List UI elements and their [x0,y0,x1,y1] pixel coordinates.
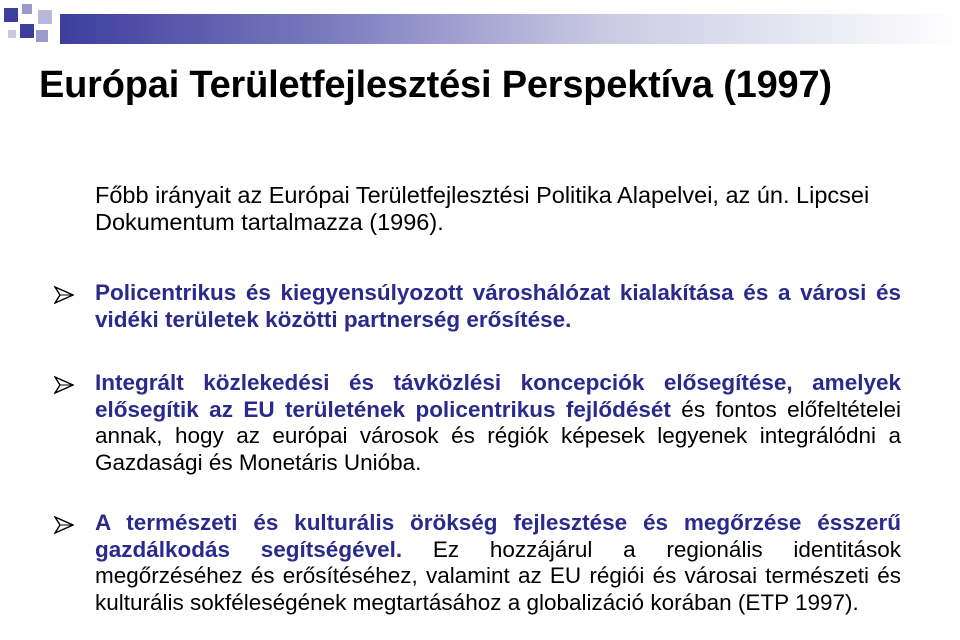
arrow-bullet-icon [54,516,74,534]
deco-square [4,8,18,22]
bullet-1-highlight: Policentrikus és kiegyensúlyozott városhálózat kialakítása és a városi és vidéki területek közötti partnerség erősítése. [95,280,901,332]
deco-gradient-bar [60,14,960,44]
bullet-item-1 [95,280,901,333]
bullet-3-highlight: A természeti és kulturális örökség fejlesztése és megőrzése ésszerű gazdálkodás segítségével. [95,510,901,562]
deco-square [20,24,34,38]
deco-square [8,30,16,38]
bullet-item-3 [95,510,901,616]
bullet-item-2 [95,370,901,476]
header-decoration [0,0,960,60]
deco-square [36,30,48,42]
deco-square [22,4,32,14]
arrow-bullet-icon [54,376,74,394]
deco-square [38,10,52,24]
bullet-2-text: és fontos előfeltételei annak, hogy az európai városok és régiók képesek legyenek integrálódni a Gazdasági és Monetáris Unióba. [95,396,901,475]
bullet-2-highlight: Integrált közlekedési és távközlési koncepciók elősegítése, amelyek elősegítik az EU területének policentrikus fejlődését [95,370,901,422]
intro-paragraph: Főbb irányait az Európai Területfejlesztési Politika Alapelvei, az ún. Lipcsei Dokumentum tartalmazza (1996). [95,182,870,235]
bullet-3-text: Ez hozzájárul a regionális identitások megőrzéséhez és erősítéséhez, valamint az EU régiói és városai természeti és kulturális sokféleségének megtartásához a globalizáció korában (ETP 1997). [95,536,901,615]
arrow-bullet-icon [54,286,74,304]
slide-title: Európai Területfejlesztési Perspektíva (1997) [39,64,832,106]
